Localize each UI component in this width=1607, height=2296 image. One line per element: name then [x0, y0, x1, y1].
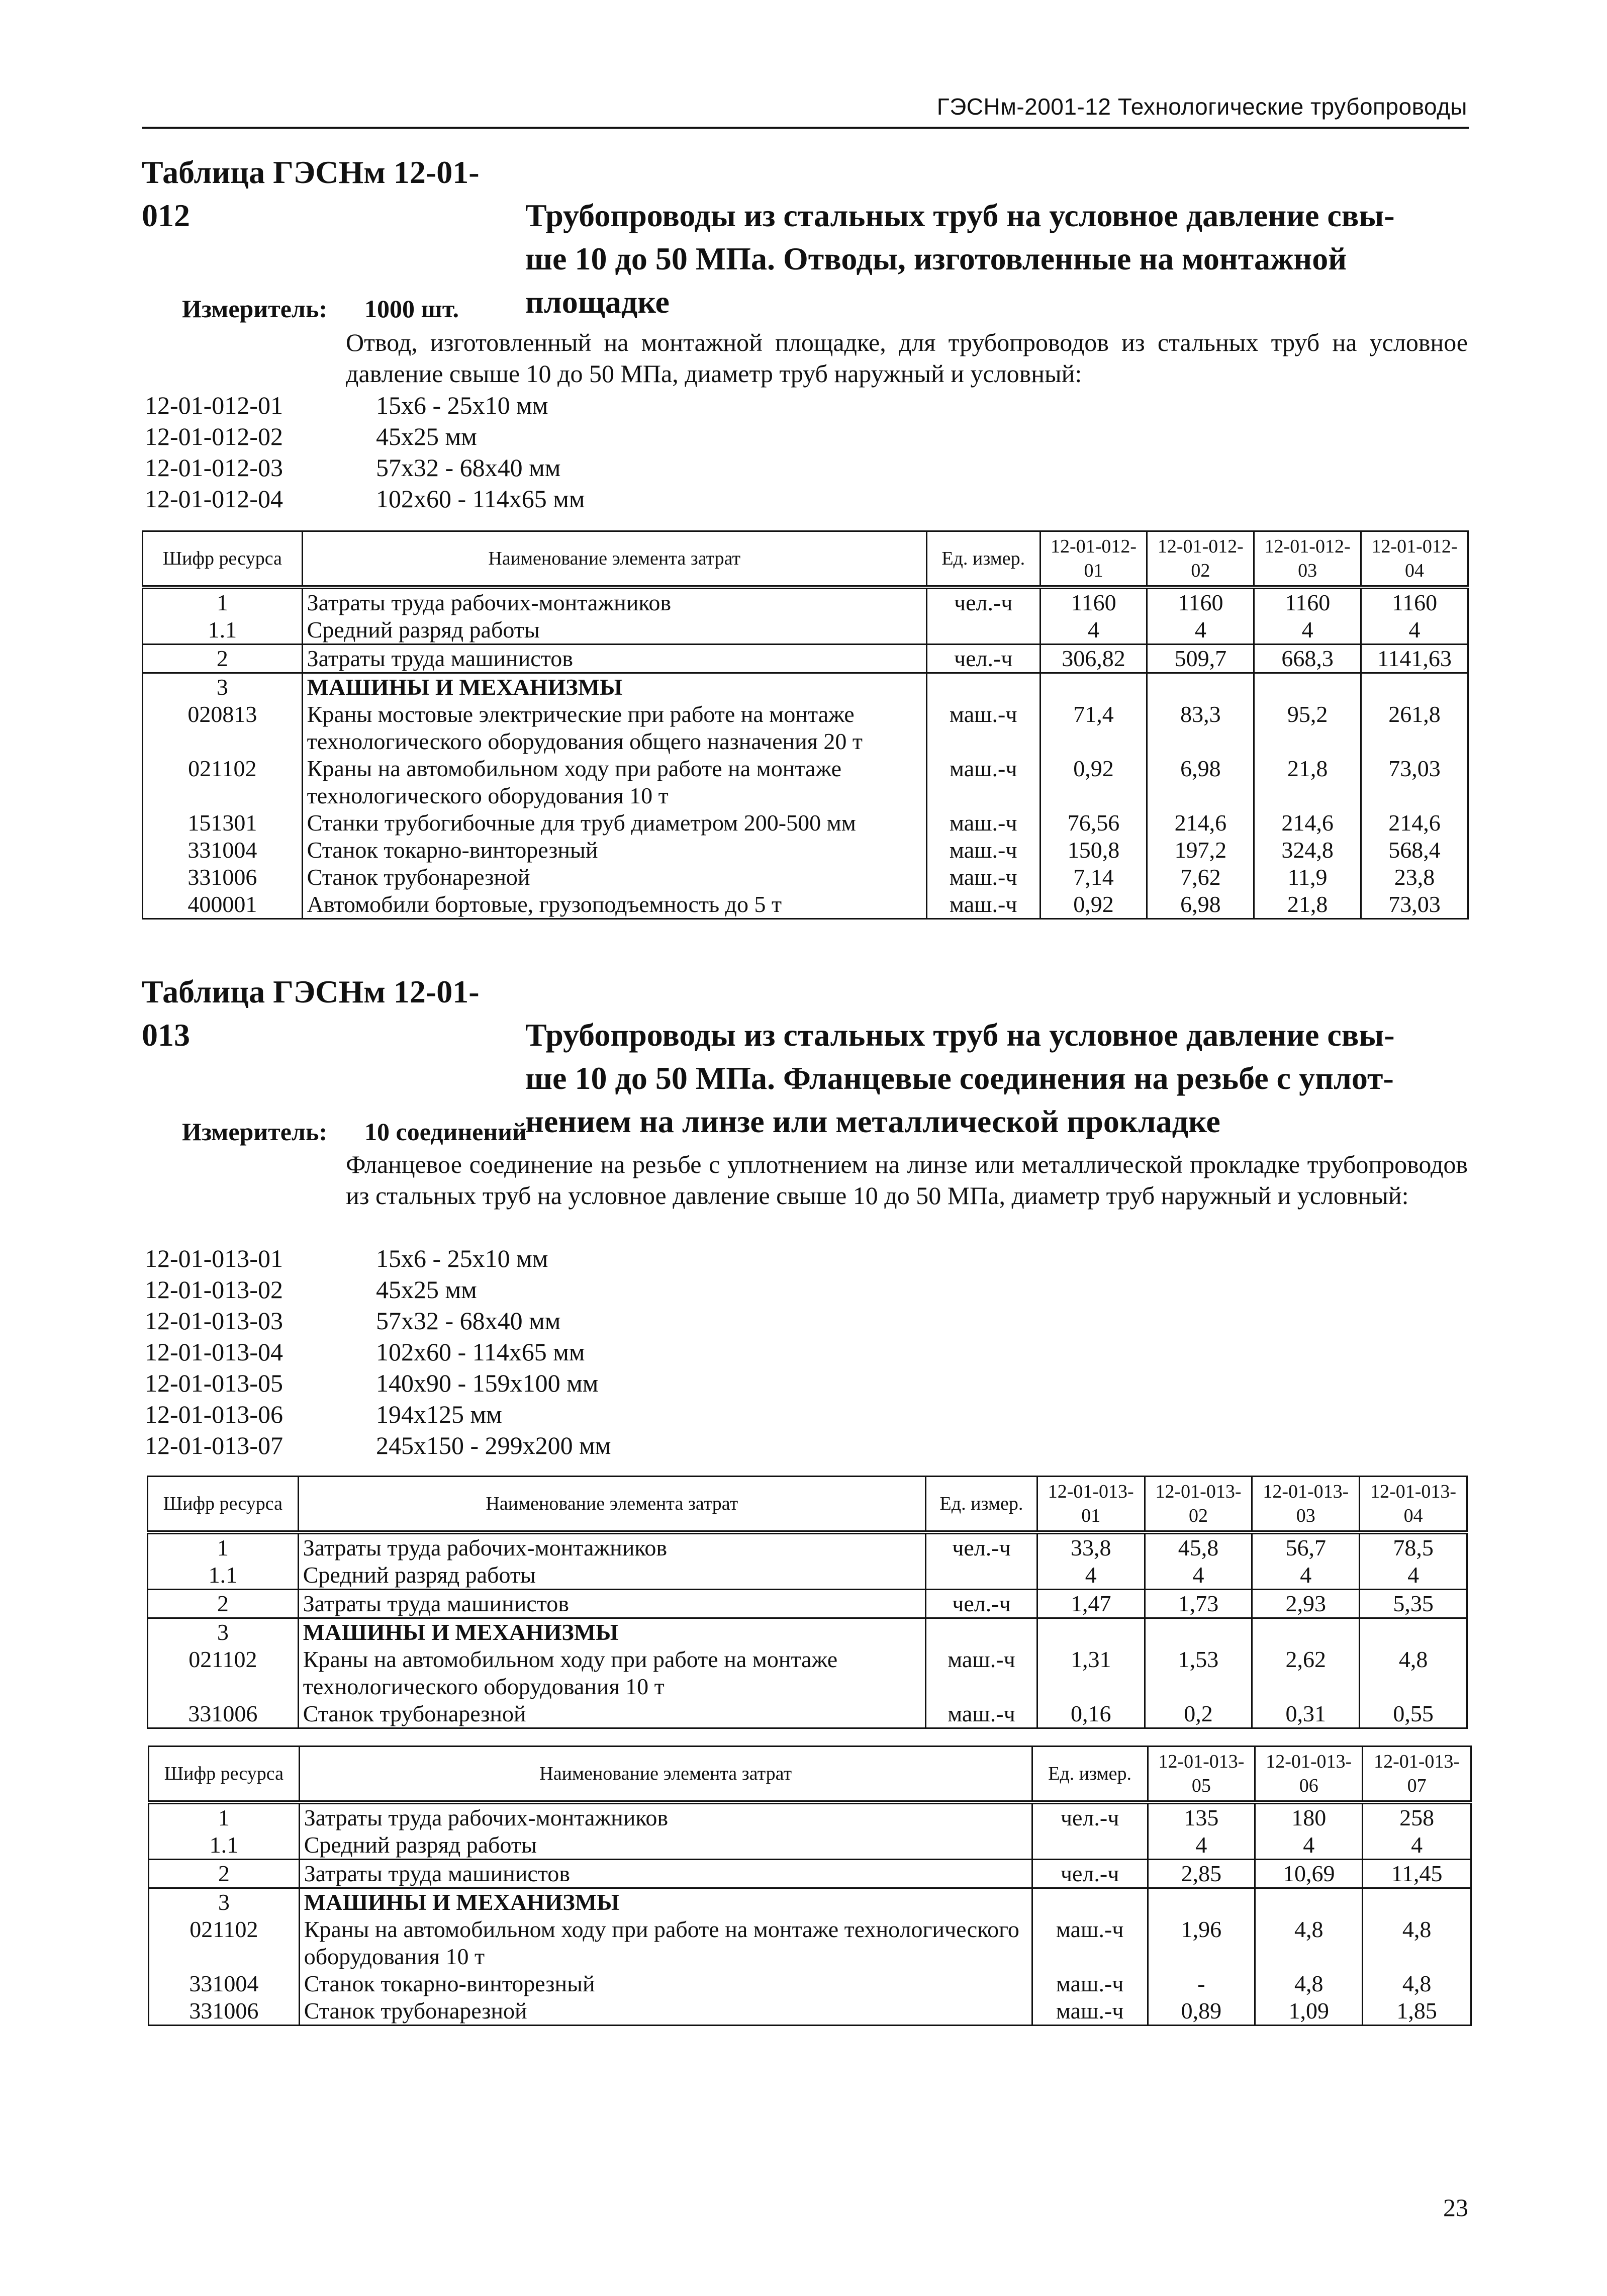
column-header: Шифр ресурса — [143, 531, 303, 588]
value — [1148, 1888, 1255, 1916]
column-header: Ед. измер. — [926, 531, 1040, 588]
value: 197,2 — [1147, 837, 1254, 864]
unit: маш.-ч — [926, 864, 1040, 891]
resource-code: 3 — [149, 1888, 300, 1916]
cost-element-name: Краны на автомобильном ходу при работе на монтаже технологического оборудования 10 т — [302, 755, 926, 809]
value: 4 — [1255, 1831, 1363, 1860]
table-title-line2: ше 10 до 50 МПа. Фланцевые соединения на резьбе с уплот- — [525, 1060, 1394, 1096]
resource-code: 021102 — [149, 1916, 300, 1970]
value: 4 — [1254, 616, 1361, 645]
value: 33,8 — [1037, 1532, 1145, 1562]
cost-element-name: Станки трубогибочные для труб диаметром 200-500 мм — [302, 809, 926, 837]
column-header: 12-01-012-03 — [1254, 531, 1361, 588]
section-heading: МАШИНЫ И МЕХАНИЗМЫ — [298, 1618, 925, 1646]
column-header: Наименование элемента затрат — [298, 1477, 925, 1533]
column-header: 12-01-013-05 — [1148, 1747, 1255, 1803]
value: - — [1148, 1970, 1255, 1997]
unit — [1032, 1831, 1148, 1860]
table-row — [143, 645, 1468, 673]
meter-013 — [182, 1117, 527, 1146]
cost-element-name: Затраты труда рабочих-монтажников — [298, 1532, 925, 1562]
value: 4 — [1037, 1562, 1145, 1590]
value: 0,89 — [1148, 1997, 1255, 2026]
value: 45,8 — [1145, 1532, 1252, 1562]
code-row — [145, 1305, 611, 1336]
value: 76,56 — [1040, 809, 1147, 837]
size: 15x6 - 25x10 мм — [376, 1244, 548, 1272]
value: 21,8 — [1254, 891, 1361, 919]
table-row — [143, 673, 1468, 701]
value: 214,6 — [1254, 809, 1361, 837]
size: 45x25 мм — [376, 422, 477, 450]
code: 12-01-013-02 — [145, 1275, 283, 1304]
resource-table-013-b — [148, 1746, 1472, 2026]
resource-code: 020813 — [143, 701, 303, 755]
cost-element-name: Затраты труда машинистов — [302, 645, 926, 673]
unit: маш.-ч — [926, 809, 1040, 837]
table-row — [143, 864, 1468, 891]
table-row — [148, 1590, 1467, 1618]
size: 194x125 мм — [376, 1400, 502, 1428]
resource-code: 1 — [143, 587, 303, 616]
unit: чел.-ч — [1032, 1802, 1148, 1831]
value: 2,93 — [1252, 1590, 1360, 1618]
unit: чел.-ч — [926, 1590, 1037, 1618]
size: 245x150 - 299x200 мм — [376, 1431, 611, 1459]
meter-value: 1000 шт. — [364, 295, 459, 323]
column-header: Наименование элемента затрат — [299, 1747, 1032, 1803]
description-013: Фланцевое соединение на резьбе с уплотнением на линзе или металлической прокладке трубопроводов из стальных труб на условное давление свыше 10 до 50 МПа, диаметр труб наружный и условный: — [346, 1150, 1468, 1210]
value: 56,7 — [1252, 1532, 1360, 1562]
cost-element-name: Затраты труда машинистов — [299, 1860, 1032, 1888]
meter-label: Измеритель: — [182, 295, 328, 323]
resource-code: 021102 — [148, 1646, 299, 1700]
value: 1,73 — [1145, 1590, 1252, 1618]
code-row — [145, 1336, 611, 1367]
value: 1141,63 — [1361, 645, 1468, 673]
cost-element-name: Краны на автомобильном ходу при работе на монтаже технологического оборудования 10 т — [299, 1916, 1032, 1970]
value: 1160 — [1147, 587, 1254, 616]
table-row — [143, 755, 1468, 809]
cost-element-name: Автомобили бортовые, грузоподъемность до 5 т — [302, 891, 926, 919]
column-header: 12-01-013-01 — [1037, 1477, 1145, 1533]
code-row — [145, 421, 585, 452]
code-row — [145, 1430, 611, 1461]
resource-code: 331004 — [149, 1970, 300, 1997]
size: 102x60 - 114x65 мм — [376, 1338, 585, 1366]
value: 0,16 — [1037, 1700, 1145, 1728]
code-row — [145, 483, 585, 514]
table-title-line1: Трубопроводы из стальных труб на условное давление свы- — [525, 1017, 1395, 1053]
column-header: 12-01-012-04 — [1361, 531, 1468, 588]
unit: маш.-ч — [926, 837, 1040, 864]
meter-value: 10 соединений — [364, 1118, 527, 1146]
value: 2,85 — [1148, 1860, 1255, 1888]
cost-element-name: Станок трубонарезной — [302, 864, 926, 891]
resource-code: 331006 — [149, 1997, 300, 2026]
meter-012 — [182, 294, 459, 323]
running-header: ГЭСНм-2001-12 Технологические трубопроводы — [936, 94, 1467, 120]
cost-element-name: Станок трубонарезной — [298, 1700, 925, 1728]
code-row — [145, 1243, 611, 1274]
section-heading: МАШИНЫ И МЕХАНИЗМЫ — [302, 673, 926, 701]
code-row — [145, 1399, 611, 1430]
resource-code: 151301 — [143, 809, 303, 837]
size: 57x32 - 68x40 мм — [376, 1307, 561, 1335]
code: 12-01-013-04 — [145, 1338, 283, 1366]
resource-code: 2 — [143, 645, 303, 673]
unit: маш.-ч — [926, 1646, 1037, 1700]
value: 4 — [1040, 616, 1147, 645]
section-heading: МАШИНЫ И МЕХАНИЗМЫ — [299, 1888, 1032, 1916]
value: 95,2 — [1254, 701, 1361, 755]
resource-code: 2 — [149, 1860, 300, 1888]
value: 78,5 — [1360, 1532, 1467, 1562]
cost-element-name: Затраты труда рабочих-монтажников — [302, 587, 926, 616]
table-row — [143, 809, 1468, 837]
cost-element-name: Затраты труда машинистов — [298, 1590, 925, 1618]
unit — [926, 616, 1040, 645]
unit — [926, 1562, 1037, 1590]
value: 1160 — [1361, 587, 1468, 616]
value — [1254, 673, 1361, 701]
table-row — [148, 1532, 1467, 1562]
unit: маш.-ч — [926, 1700, 1037, 1728]
code: 12-01-013-01 — [145, 1244, 283, 1272]
resource-code: 1.1 — [143, 616, 303, 645]
value — [1145, 1618, 1252, 1646]
value: 2,62 — [1252, 1646, 1360, 1700]
value: 23,8 — [1361, 864, 1468, 891]
value: 135 — [1148, 1802, 1255, 1831]
code-row — [145, 390, 585, 421]
value: 1160 — [1254, 587, 1361, 616]
code-list-013 — [145, 1243, 611, 1461]
table-title-line2: ше 10 до 50 МПа. Отводы, изготовленные на монтажной — [525, 241, 1347, 277]
value — [1037, 1618, 1145, 1646]
value: 668,3 — [1254, 645, 1361, 673]
resource-table-012 — [142, 530, 1469, 920]
unit — [926, 673, 1040, 701]
cost-element-name: Станок токарно-винторезный — [302, 837, 926, 864]
column-header: Шифр ресурса — [149, 1747, 300, 1803]
value: 4 — [1363, 1831, 1471, 1860]
value: 4 — [1147, 616, 1254, 645]
cost-element-name: Средний разряд работы — [299, 1831, 1032, 1860]
code: 12-01-013-03 — [145, 1307, 283, 1335]
description-012: Отвод, изготовленный на монтажной площадке, для трубопроводов из стальных труб на условное давление свыше 10 до 50 МПа, диаметр труб наружный и условный: — [346, 328, 1468, 388]
meter-label: Измеритель: — [182, 1118, 328, 1146]
value: 71,4 — [1040, 701, 1147, 755]
resource-table-013-a — [147, 1476, 1468, 1729]
table-title-line3: нением на линзе или металлической прокладке — [525, 1104, 1220, 1139]
code-row — [145, 452, 585, 483]
unit: маш.-ч — [1032, 1916, 1148, 1970]
value: 180 — [1255, 1802, 1363, 1831]
table-row — [148, 1618, 1467, 1646]
cost-element-name: Краны мостовые электрические при работе на монтаже технологического оборудования общего назначения 20 т — [302, 701, 926, 755]
value: 4 — [1361, 616, 1468, 645]
value: 4,8 — [1255, 1916, 1363, 1970]
value: 1,85 — [1363, 1997, 1471, 2026]
value: 1,31 — [1037, 1646, 1145, 1700]
unit: чел.-ч — [926, 1532, 1037, 1562]
value: 1,53 — [1145, 1646, 1252, 1700]
size: 15x6 - 25x10 мм — [376, 391, 548, 419]
unit — [926, 1618, 1037, 1646]
resource-code: 3 — [143, 673, 303, 701]
resource-code: 331004 — [143, 837, 303, 864]
value — [1360, 1618, 1467, 1646]
table-row — [148, 1562, 1467, 1590]
resource-code: 2 — [148, 1590, 299, 1618]
column-header: 12-01-012-02 — [1147, 531, 1254, 588]
cost-element-name: Средний разряд работы — [298, 1562, 925, 1590]
table-title-prefix: Таблица ГЭСНм 12-01-013 — [142, 974, 480, 1053]
header-rule — [142, 127, 1469, 129]
table-title-line3: площадке — [525, 284, 670, 320]
column-header: Ед. измер. — [1032, 1747, 1148, 1803]
resource-code: 1 — [149, 1802, 300, 1831]
value: 1,47 — [1037, 1590, 1145, 1618]
column-header: 12-01-013-06 — [1255, 1747, 1363, 1803]
value: 4,8 — [1363, 1970, 1471, 1997]
unit: маш.-ч — [926, 891, 1040, 919]
value — [1361, 673, 1468, 701]
value: 568,4 — [1361, 837, 1468, 864]
value — [1040, 673, 1147, 701]
value: 4 — [1148, 1831, 1255, 1860]
resource-code: 1 — [148, 1532, 299, 1562]
table-title-prefix: Таблица ГЭСНм 12-01-012 — [142, 154, 480, 233]
code: 12-01-012-04 — [145, 485, 283, 513]
code: 12-01-012-01 — [145, 391, 283, 419]
value: 0,31 — [1252, 1700, 1360, 1728]
unit: чел.-ч — [926, 645, 1040, 673]
table-row — [149, 1997, 1471, 2026]
table-row — [148, 1646, 1467, 1700]
value: 21,8 — [1254, 755, 1361, 809]
column-header: Ед. измер. — [926, 1477, 1037, 1533]
value: 11,45 — [1363, 1860, 1471, 1888]
value: 258 — [1363, 1802, 1471, 1831]
table-row — [143, 891, 1468, 919]
value: 5,35 — [1360, 1590, 1467, 1618]
value: 4,8 — [1363, 1916, 1471, 1970]
value: 4,8 — [1360, 1646, 1467, 1700]
cost-element-name: Затраты труда рабочих-монтажников — [299, 1802, 1032, 1831]
value: 73,03 — [1361, 755, 1468, 809]
value — [1255, 1888, 1363, 1916]
resource-code: 3 — [148, 1618, 299, 1646]
value: 4,8 — [1255, 1970, 1363, 1997]
column-header: 12-01-013-04 — [1360, 1477, 1467, 1533]
value: 509,7 — [1147, 645, 1254, 673]
resource-code: 400001 — [143, 891, 303, 919]
value: 11,9 — [1254, 864, 1361, 891]
table-row — [143, 616, 1468, 645]
value: 10,69 — [1255, 1860, 1363, 1888]
value: 0,2 — [1145, 1700, 1252, 1728]
value: 0,92 — [1040, 755, 1147, 809]
cost-element-name: Станок токарно-винторезный — [299, 1970, 1032, 1997]
table-row — [149, 1916, 1471, 1970]
table-header-row — [143, 531, 1468, 588]
value: 73,03 — [1361, 891, 1468, 919]
cost-element-name: Средний разряд работы — [302, 616, 926, 645]
value: 261,8 — [1361, 701, 1468, 755]
unit — [1032, 1888, 1148, 1916]
unit: чел.-ч — [1032, 1860, 1148, 1888]
value: 150,8 — [1040, 837, 1147, 864]
unit: маш.-ч — [1032, 1997, 1148, 2026]
column-header: 12-01-013-07 — [1363, 1747, 1471, 1803]
value: 4 — [1360, 1562, 1467, 1590]
code: 12-01-013-07 — [145, 1431, 283, 1459]
column-header: 12-01-013-02 — [1145, 1477, 1252, 1533]
value: 4 — [1145, 1562, 1252, 1590]
value: 83,3 — [1147, 701, 1254, 755]
value: 1,09 — [1255, 1997, 1363, 2026]
value: 7,62 — [1147, 864, 1254, 891]
unit: маш.-ч — [1032, 1970, 1148, 1997]
table-row — [143, 701, 1468, 755]
cost-element-name: Краны на автомобильном ходу при работе на монтаже технологического оборудования 10 т — [298, 1646, 925, 1700]
resource-code: 1.1 — [149, 1831, 300, 1860]
value: 7,14 — [1040, 864, 1147, 891]
value: 306,82 — [1040, 645, 1147, 673]
table-row — [149, 1888, 1471, 1916]
value: 0,92 — [1040, 891, 1147, 919]
resource-code: 331006 — [148, 1700, 299, 1728]
column-header: 12-01-012-01 — [1040, 531, 1147, 588]
code-row — [145, 1274, 611, 1305]
table-row — [149, 1970, 1471, 1997]
unit: чел.-ч — [926, 587, 1040, 616]
column-header: Шифр ресурса — [148, 1477, 299, 1533]
size: 140x90 - 159x100 мм — [376, 1369, 599, 1397]
value: 6,98 — [1147, 755, 1254, 809]
value: 0,55 — [1360, 1700, 1467, 1728]
table-header-row — [148, 1477, 1467, 1533]
code-row — [145, 1367, 611, 1399]
cost-element-name: Станок трубонарезной — [299, 1997, 1032, 2026]
value — [1363, 1888, 1471, 1916]
size: 57x32 - 68x40 мм — [376, 453, 561, 482]
table-row — [149, 1831, 1471, 1860]
value — [1252, 1618, 1360, 1646]
value: 214,6 — [1361, 809, 1468, 837]
table-title-line1: Трубопроводы из стальных труб на условное давление свы- — [525, 198, 1395, 233]
value: 6,98 — [1147, 891, 1254, 919]
unit: маш.-ч — [926, 701, 1040, 755]
table-row — [143, 837, 1468, 864]
table-header-row — [149, 1747, 1471, 1803]
column-header: Наименование элемента затрат — [302, 531, 926, 588]
column-header: 12-01-013-03 — [1252, 1477, 1360, 1533]
code: 12-01-013-05 — [145, 1369, 283, 1397]
size: 45x25 мм — [376, 1275, 477, 1304]
table-row — [149, 1802, 1471, 1831]
table-row — [143, 587, 1468, 616]
value: 1,96 — [1148, 1916, 1255, 1970]
value: 324,8 — [1254, 837, 1361, 864]
value: 4 — [1252, 1562, 1360, 1590]
code: 12-01-012-02 — [145, 422, 283, 450]
code: 12-01-013-06 — [145, 1400, 283, 1428]
resource-code: 1.1 — [148, 1562, 299, 1590]
code-list-012 — [145, 390, 585, 514]
size: 102x60 - 114x65 мм — [376, 485, 585, 513]
value: 214,6 — [1147, 809, 1254, 837]
page-number: 23 — [1443, 2193, 1468, 2222]
unit: маш.-ч — [926, 755, 1040, 809]
table-row — [148, 1700, 1467, 1728]
value — [1147, 673, 1254, 701]
code: 12-01-012-03 — [145, 453, 283, 482]
table-row — [149, 1860, 1471, 1888]
resource-code: 331006 — [143, 864, 303, 891]
resource-code: 021102 — [143, 755, 303, 809]
value: 1160 — [1040, 587, 1147, 616]
